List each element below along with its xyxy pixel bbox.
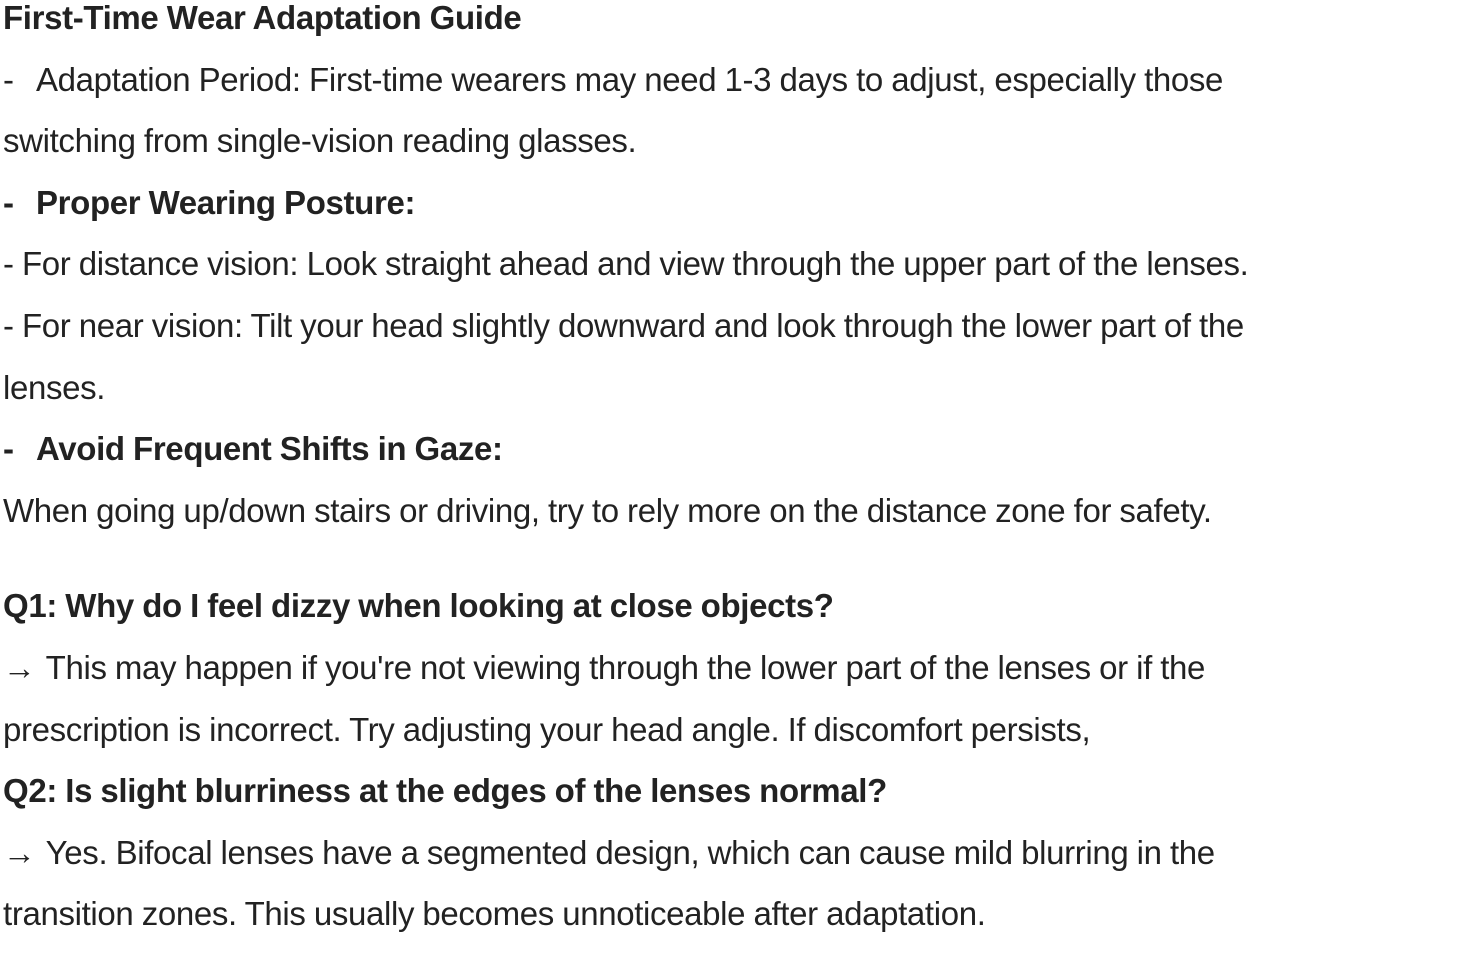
page-title: First-Time Wear Adaptation Guide xyxy=(3,0,522,36)
bullet-dash: - xyxy=(3,60,14,98)
near-vision-continuation: lenses. xyxy=(3,368,106,406)
faq-question-1: Q1: Why do I feel dizzy when looking at close objects? xyxy=(3,587,834,625)
distance-vision-line: - For distance vision: Look straight ahead and view through the upper part of the lenses. xyxy=(3,245,1249,283)
bullet-dash: - xyxy=(3,183,14,221)
adaptation-period-continuation: switching from single-vision reading glasses. xyxy=(3,122,637,160)
faq-answer-1-continuation: prescription is incorrect. Try adjusting your head angle. If discomfort persists, xyxy=(3,710,1091,748)
section-spacer xyxy=(3,552,1469,586)
document-body xyxy=(3,0,1469,956)
right-arrow-icon: → xyxy=(3,833,36,871)
faq-answer-2 xyxy=(3,833,1469,895)
posture-heading xyxy=(3,183,1469,245)
faq-question-2: Q2: Is slight blurriness at the edges of the lenses normal? xyxy=(3,772,887,810)
adaptation-period-text: Adaptation Period: First-time wearers may need 1-3 days to adjust, especially those xyxy=(36,60,1224,98)
faq-answer-2-text: Yes. Bifocal lenses have a segmented design, which can cause mild blurring in the xyxy=(45,833,1215,871)
faq-answer-2-continuation: transition zones. This usually becomes unnoticeable after adaptation. xyxy=(3,895,986,933)
gaze-heading xyxy=(3,429,1469,491)
near-vision-line: - For near vision: Tilt your head slightly downward and look through the lower part of the xyxy=(3,306,1244,344)
faq-answer-1 xyxy=(3,648,1469,710)
adaptation-period-line xyxy=(3,60,1469,122)
gaze-heading-text: Avoid Frequent Shifts in Gaze: xyxy=(36,430,503,468)
gaze-body: When going up/down stairs or driving, try to rely more on the distance zone for safety. xyxy=(3,491,1212,529)
bullet-dash: - xyxy=(3,430,14,468)
faq-answer-1-text: This may happen if you're not viewing through the lower part of the lenses or if the xyxy=(45,648,1206,686)
right-arrow-icon: → xyxy=(3,648,36,686)
posture-heading-text: Proper Wearing Posture: xyxy=(36,183,416,221)
